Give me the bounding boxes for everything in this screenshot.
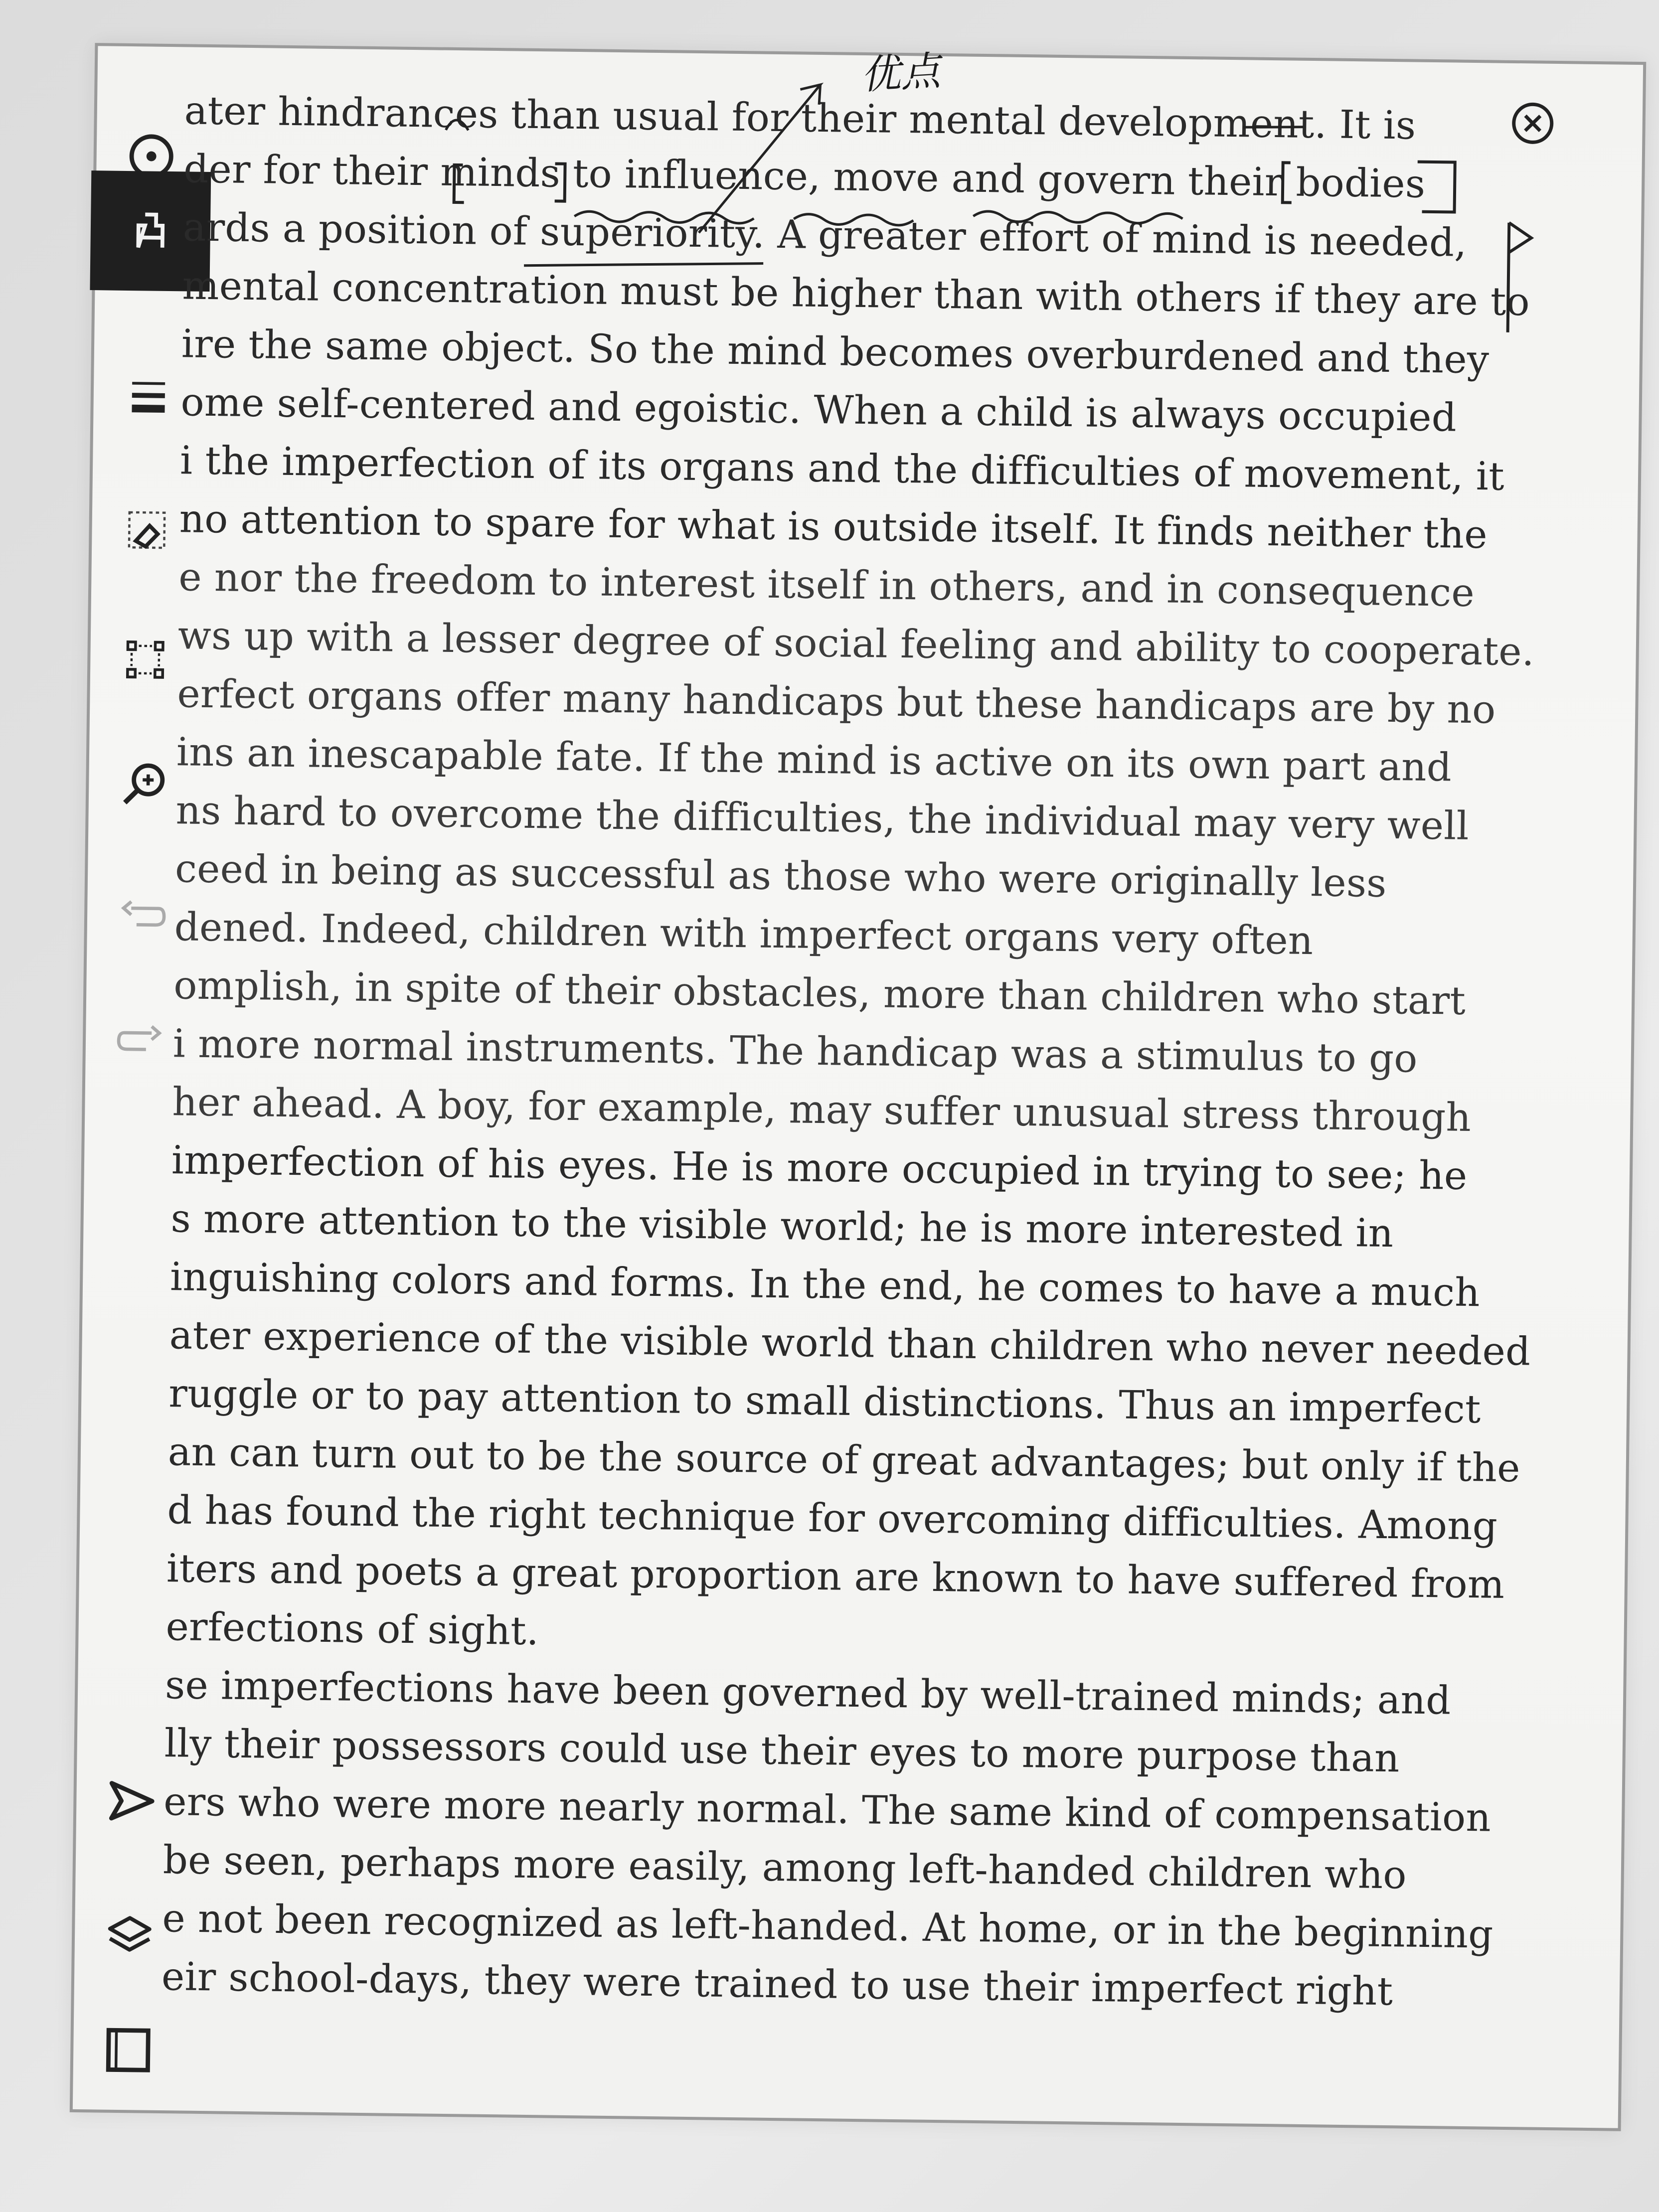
text-line: erfections of sight. bbox=[166, 1604, 539, 1654]
text-line: imperfection of his eyes. He is more occupied in trying to see; he bbox=[171, 1138, 1468, 1199]
lasso-select-icon bbox=[118, 632, 173, 687]
e-reader-screen bbox=[70, 43, 1646, 2131]
text-line: ws up with a lesser degree of social feeling and ability to cooperate. bbox=[177, 613, 1535, 675]
text-line: inguishing colors and forms. In the end, he comes to have a much bbox=[169, 1255, 1481, 1316]
text-line: mental concentration must be higher than with others if they are to bbox=[181, 263, 1530, 325]
frame-button[interactable] bbox=[68, 2000, 188, 2101]
text-line: ire the same object. So the mind becomes overburdened and they bbox=[181, 321, 1490, 383]
layers-icon bbox=[102, 1908, 157, 1963]
text-line: ceed in being as successful as those who were originally less bbox=[174, 846, 1387, 906]
text-line: ater hindrances than usual for their mental development. It is bbox=[184, 88, 1416, 149]
frame-icon bbox=[101, 2023, 156, 2078]
page-text bbox=[161, 82, 1610, 2024]
text-line: her ahead. A boy, for example, may suffer unusual stress through bbox=[171, 1080, 1472, 1141]
text-line: ers who were more nearly normal. The same kind of compensation bbox=[163, 1779, 1492, 1841]
text-line: erfect organs offer many handicaps but these handicaps are by no bbox=[176, 671, 1496, 733]
brush-size-icon bbox=[121, 368, 176, 423]
text-line: e nor the freedom to interest itself in others, and in consequence bbox=[178, 555, 1475, 616]
text-line: eir school-days, they were trained to use their imperfect right bbox=[161, 1954, 1393, 2015]
text-line: ruggle or to pay attention to small distinctions. Thus an imperfect bbox=[168, 1371, 1482, 1432]
text-line: i more normal instruments. The handicap was a stimulus to go bbox=[172, 1021, 1418, 1082]
send-icon bbox=[104, 1773, 159, 1829]
text-line: omplish, in spite of their obstacles, more than children who start bbox=[173, 963, 1466, 1024]
eraser-icon bbox=[119, 502, 174, 558]
text-line: ins an inescapable fate. If the mind is active on its own part and bbox=[176, 730, 1452, 790]
redo-icon bbox=[113, 1011, 168, 1066]
text-line: s more attention to the visible world; he is more interested in bbox=[170, 1196, 1394, 1257]
text-line: der for their minds to influence, move and govern their bodies bbox=[183, 147, 1426, 207]
text-line: ns hard to overcome the difficulties, the individual may very well bbox=[175, 788, 1470, 849]
text-line: dened. Indeed, children with imperfect organs very often bbox=[174, 905, 1314, 964]
text-line: ome self-centered and egoistic. When a child is always occupied bbox=[180, 380, 1457, 441]
zoom-icon bbox=[116, 757, 171, 812]
text-line: ater experience of the visible world than children who never needed bbox=[169, 1313, 1531, 1375]
marker-tool-icon bbox=[123, 203, 178, 259]
text-line: lly their possessors could use their eyes to more purpose than bbox=[164, 1721, 1400, 1781]
handwritten-note: 优点 bbox=[859, 47, 942, 99]
text-line: be seen, perhaps more easily, among left-handed children who bbox=[163, 1838, 1407, 1898]
text-line: e not been recognized as left-handed. At home, or in the beginning bbox=[162, 1896, 1494, 1957]
text-line: d has found the right technique for overcoming difficulties. Among bbox=[166, 1488, 1498, 1549]
text-line: ards a position of superiority. A greater effort of mind is needed, bbox=[182, 205, 1467, 266]
text-line: iters and poets a great proportion are known to have suffered from bbox=[166, 1546, 1505, 1607]
text-line: se imperfections have been governed by well-trained minds; and bbox=[165, 1663, 1452, 1724]
text-line: no attention to spare for what is outside itself. It finds neither the bbox=[179, 496, 1488, 558]
text-line: an can turn out to be the source of great advantages; but only if the bbox=[167, 1429, 1521, 1491]
text-line: i the imperfection of its organs and the difficulties of movement, it bbox=[179, 438, 1505, 499]
undo-icon bbox=[114, 886, 169, 942]
